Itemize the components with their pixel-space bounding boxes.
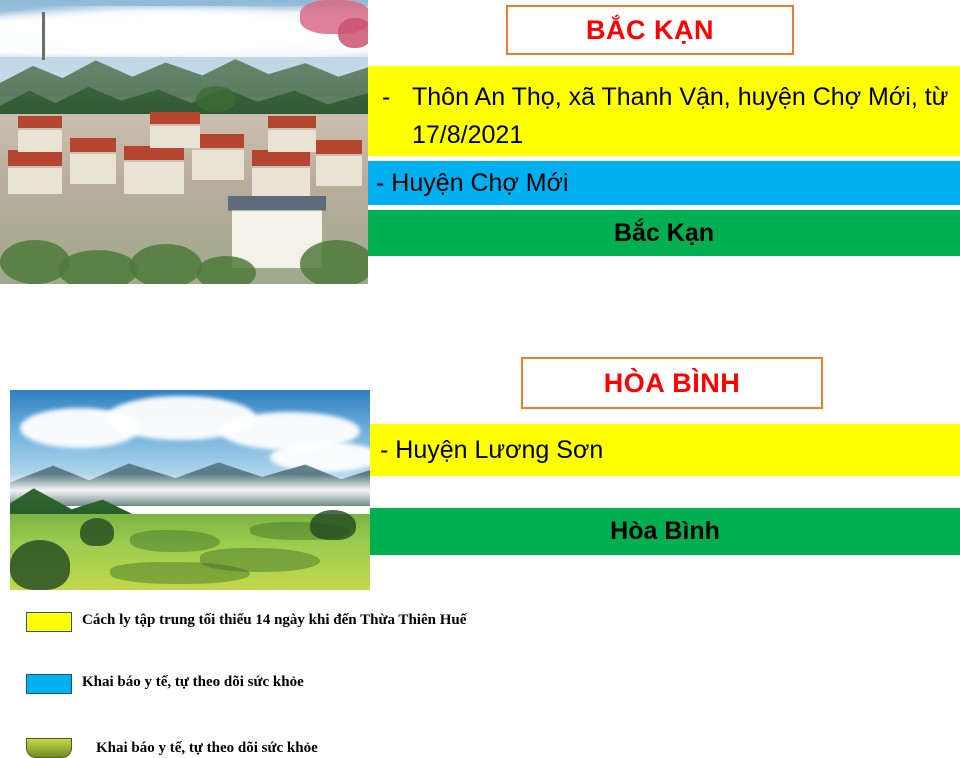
- rooftop: [150, 112, 200, 124]
- cloud: [270, 442, 370, 472]
- foliage: [300, 240, 368, 284]
- foreground-roof: [228, 196, 326, 210]
- legend-item: [26, 668, 726, 756]
- legend-swatch-yellow: [26, 612, 72, 632]
- bac-kan-row-yellow: [368, 66, 960, 156]
- rooftop: [316, 140, 362, 154]
- legend-swatch-green: [26, 738, 72, 758]
- tree-cluster: [80, 518, 114, 546]
- building-wall: [192, 148, 244, 180]
- tree-cluster: [310, 510, 356, 540]
- legend-label-green: Khai báo y tế, tự theo dõi sức khỏe: [96, 740, 318, 756]
- rooftop: [252, 150, 310, 166]
- bac-kan-photo: [0, 0, 368, 284]
- building-wall: [8, 166, 62, 194]
- legend-item: [26, 608, 726, 638]
- hoa-binh-photo: [10, 390, 370, 590]
- foliage: [58, 250, 138, 284]
- legend: [26, 608, 726, 756]
- building-wall: [150, 124, 200, 148]
- bac-kan-title-text: BẮC KẠN: [586, 14, 714, 45]
- hoa-binh-province-name: Hòa Bình: [610, 517, 720, 545]
- tree-cluster: [10, 540, 70, 590]
- building-wall: [268, 128, 316, 152]
- bac-kan-row-blue-text: - Huyện Chợ Mới: [376, 168, 569, 197]
- blossom-branch: [338, 18, 368, 48]
- rooftop: [70, 138, 116, 152]
- rooftop: [8, 150, 62, 166]
- foliage: [196, 256, 256, 284]
- hoa-binh-title-box: [521, 357, 823, 409]
- paddy-terrace: [110, 562, 250, 584]
- building-wall: [70, 152, 116, 184]
- legend-label-blue: Khai báo y tế, tự theo dõi sức khỏe: [82, 674, 304, 690]
- bac-kan-title-box: [506, 5, 794, 55]
- building-wall: [252, 166, 310, 198]
- rooftop: [18, 116, 62, 128]
- rooftop: [124, 146, 184, 160]
- building-wall: [316, 154, 362, 186]
- building-wall: [124, 160, 184, 194]
- legend-item: [26, 638, 726, 690]
- foliage: [130, 244, 202, 284]
- paddy-terrace: [130, 530, 220, 552]
- bac-kan-row-blue: [368, 161, 960, 205]
- bullet-dash: -: [382, 83, 391, 111]
- bac-kan-row-yellow-text: Thôn An Thọ, xã Thanh Vận, huyện Chợ Mới, từ 17/8/2021: [412, 82, 949, 149]
- building-wall: [18, 128, 62, 152]
- antenna-tower-icon: [42, 12, 45, 60]
- foliage: [0, 240, 70, 284]
- rooftop: [268, 116, 316, 128]
- hoa-binh-title-text: HÒA BÌNH: [603, 367, 741, 398]
- bac-kan-row-green: [368, 210, 960, 256]
- hoa-binh-row-green: [370, 508, 960, 555]
- hoa-binh-row-yellow-text: - Huyện Lương Sơn: [380, 435, 604, 464]
- bac-kan-province-name: Bắc Kạn: [613, 218, 715, 247]
- mist-layer: [10, 474, 370, 510]
- foliage: [196, 86, 236, 112]
- legend-label-yellow: Cách ly tập trung tối thiểu 14 ngày khi đến Thừa Thiên Huế: [82, 612, 467, 628]
- hoa-binh-row-yellow: [370, 424, 960, 476]
